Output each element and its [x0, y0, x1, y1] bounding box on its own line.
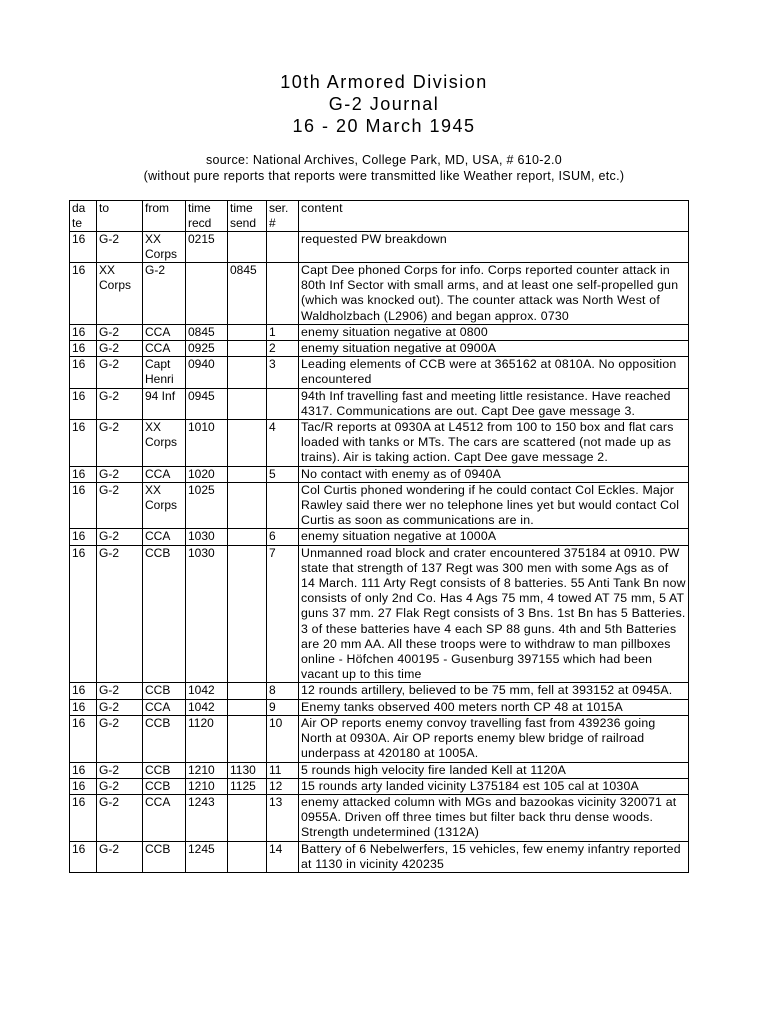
cell-time-send	[228, 699, 267, 715]
cell-ser	[267, 263, 299, 325]
cell-time-send	[228, 420, 267, 467]
table-row	[70, 263, 689, 325]
table-row	[70, 420, 689, 467]
cell-date: 16	[70, 841, 97, 872]
cell-from: CCA	[143, 466, 186, 482]
cell-to: G-2	[97, 762, 143, 778]
cell-time-recd: 1210	[186, 762, 228, 778]
cell-time-recd: 0845	[186, 324, 228, 340]
cell-from: CCB	[143, 762, 186, 778]
cell-to: G-2	[97, 699, 143, 715]
cell-date: 16	[70, 794, 97, 841]
cell-time-recd: 0940	[186, 357, 228, 388]
cell-ser	[267, 232, 299, 263]
cell-content: Enemy tanks observed 400 meters north CP 48 at 1015A	[299, 699, 689, 715]
cell-time-send	[228, 715, 267, 762]
cell-ser: 10	[267, 715, 299, 762]
cell-to: G-2	[97, 232, 143, 263]
cell-time-recd: 0945	[186, 388, 228, 419]
cell-time-send	[228, 357, 267, 388]
source-line: source: National Archives, College Park, MD, USA, # 610-2.0	[205, 153, 563, 167]
cell-content: Leading elements of CCB were at 365162 at 0810A. No opposition encountered	[299, 357, 689, 388]
cell-from: XX Corps	[143, 420, 186, 467]
cell-time-recd: 1030	[186, 545, 228, 683]
table-row	[70, 778, 689, 794]
cell-to: G-2	[97, 794, 143, 841]
cell-from: CCA	[143, 699, 186, 715]
cell-ser: 12	[267, 778, 299, 794]
table-row	[70, 466, 689, 482]
cell-from: CCB	[143, 715, 186, 762]
cell-content: Tac/R reports at 0930A at L4512 from 100 to 150 box and flat cars loaded with tanks or MTs. The cars are scattered (not made up as trains). Air is taking action. Capt Dee gave message 2.	[299, 420, 689, 467]
cell-to: XX Corps	[97, 263, 143, 325]
cell-time-recd: 1120	[186, 715, 228, 762]
cell-ser	[267, 388, 299, 419]
cell-content: Unmanned road block and crater encountered 375184 at 0910. PW state that strength of 137 Regt was 300 men with some Ags as of 14 March. 111 Arty Regt consists of 8 batteries. 55 Anti Tank Bn now consists of only 2nd Co. Has 4 Ags 75 mm, 4 towed AT 75 mm, 5 AT guns 37 mm. 27 Flak Regt consists of 3 Bns. 1st Bn has 5 Batteries. 3 of these batteries have 4 each SP 88 guns. 4th and 5th Batteries are 20 mm AA. All these troops were to withdraw to man pillboxes online - Höfchen 400195 - Gusenburg 397155 which had been vacant up to this time	[299, 545, 689, 683]
cell-ser: 6	[267, 529, 299, 545]
cell-time-recd: 1243	[186, 794, 228, 841]
cell-time-send	[228, 545, 267, 683]
cell-to: G-2	[97, 545, 143, 683]
cell-to: G-2	[97, 420, 143, 467]
cell-ser: 11	[267, 762, 299, 778]
cell-content: enemy attacked column with MGs and bazookas vicinity 320071 at 0955A. Driven off three times but filter back thru dense woods. Strength undetermined (1312A)	[299, 794, 689, 841]
cell-to: G-2	[97, 482, 143, 529]
table-row	[70, 324, 689, 340]
table-row	[70, 545, 689, 683]
cell-time-recd: 1042	[186, 683, 228, 699]
cell-time-send	[228, 841, 267, 872]
cell-from: CCA	[143, 341, 186, 357]
cell-date: 16	[70, 529, 97, 545]
cell-content: requested PW breakdown	[299, 232, 689, 263]
cell-time-recd: 1030	[186, 529, 228, 545]
cell-date: 16	[70, 341, 97, 357]
cell-time-recd: 1042	[186, 699, 228, 715]
cell-ser: 3	[267, 357, 299, 388]
cell-from: CCB	[143, 778, 186, 794]
cell-time-recd	[186, 263, 228, 325]
cell-time-recd: 1010	[186, 420, 228, 467]
cell-from: G-2	[143, 263, 186, 325]
cell-content: 94th Inf travelling fast and meeting little resistance. Have reached 4317. Communications are out. Capt Dee gave message 3.	[299, 388, 689, 419]
cell-from: CCA	[143, 529, 186, 545]
cell-content: enemy situation negative at 0800	[299, 324, 689, 340]
cell-time-send: 1130	[228, 762, 267, 778]
header-from: from	[143, 201, 186, 232]
table-row	[70, 762, 689, 778]
cell-content: Battery of 6 Nebelwerfers, 15 vehicles, few enemy infantry reported at 1130 in vicinity 420235	[299, 841, 689, 872]
cell-time-send	[228, 232, 267, 263]
cell-date: 16	[70, 466, 97, 482]
cell-ser: 7	[267, 545, 299, 683]
cell-content: 5 rounds high velocity fire landed Kell at 1120A	[299, 762, 689, 778]
header-ser: ser. #	[267, 201, 299, 232]
cell-from: XX Corps	[143, 232, 186, 263]
table-row	[70, 715, 689, 762]
cell-ser: 8	[267, 683, 299, 699]
table-row	[70, 529, 689, 545]
cell-date: 16	[70, 324, 97, 340]
header-time-send: time send	[228, 201, 267, 232]
cell-time-send	[228, 794, 267, 841]
cell-content: Air OP reports enemy convoy travelling fast from 439236 going North at 0930A. Air OP reports enemy blew bridge of railroad underpass at 420180 at 1005A.	[299, 715, 689, 762]
cell-date: 16	[70, 699, 97, 715]
journal-body	[70, 232, 689, 873]
cell-date: 16	[70, 232, 97, 263]
cell-ser: 1	[267, 324, 299, 340]
cell-content: 15 rounds arty landed vicinity L375184 est 105 cal at 1030A	[299, 778, 689, 794]
cell-ser: 14	[267, 841, 299, 872]
table-row	[70, 232, 689, 263]
cell-content: enemy situation negative at 0900A	[299, 341, 689, 357]
cell-time-send	[228, 529, 267, 545]
cell-time-recd: 0925	[186, 341, 228, 357]
cell-to: G-2	[97, 715, 143, 762]
cell-time-send: 1125	[228, 778, 267, 794]
cell-time-send	[228, 388, 267, 419]
header-time-recd: time recd	[186, 201, 228, 232]
cell-to: G-2	[97, 529, 143, 545]
cell-time-recd: 0215	[186, 232, 228, 263]
cell-date: 16	[70, 420, 97, 467]
cell-time-send	[228, 324, 267, 340]
table-row	[70, 699, 689, 715]
cell-ser: 13	[267, 794, 299, 841]
cell-date: 16	[70, 545, 97, 683]
document-subtitle: G-2 Journal	[328, 94, 440, 114]
cell-time-recd: 1210	[186, 778, 228, 794]
header-date: da te	[70, 201, 97, 232]
cell-from: CCA	[143, 794, 186, 841]
table-row	[70, 357, 689, 388]
cell-date: 16	[70, 683, 97, 699]
header-content: content	[299, 201, 689, 232]
table-row	[70, 794, 689, 841]
cell-from: CCB	[143, 545, 186, 683]
cell-time-recd: 1020	[186, 466, 228, 482]
cell-from: CCB	[143, 683, 186, 699]
document-title: 10th Armored Division	[280, 72, 488, 92]
cell-to: G-2	[97, 341, 143, 357]
cell-ser: 2	[267, 341, 299, 357]
cell-content: No contact with enemy as of 0940A	[299, 466, 689, 482]
cell-date: 16	[70, 715, 97, 762]
cell-to: G-2	[97, 778, 143, 794]
table-row	[70, 841, 689, 872]
cell-time-send: 0845	[228, 263, 267, 325]
cell-ser	[267, 482, 299, 529]
table-row	[70, 482, 689, 529]
table-row	[70, 388, 689, 419]
cell-content: enemy situation negative at 1000A	[299, 529, 689, 545]
cell-time-recd: 1245	[186, 841, 228, 872]
cell-date: 16	[70, 357, 97, 388]
cell-time-send	[228, 341, 267, 357]
cell-from: CCA	[143, 324, 186, 340]
cell-from: Capt Henri	[143, 357, 186, 388]
cell-to: G-2	[97, 841, 143, 872]
cell-to: G-2	[97, 357, 143, 388]
cell-from: 94 Inf	[143, 388, 186, 419]
cell-to: G-2	[97, 388, 143, 419]
cell-time-recd: 1025	[186, 482, 228, 529]
header-to: to	[97, 201, 143, 232]
cell-date: 16	[70, 778, 97, 794]
source-note: (without pure reports that reports were transmitted like Weather report, ISUM, etc.)	[143, 169, 625, 183]
cell-to: G-2	[97, 683, 143, 699]
cell-to: G-2	[97, 466, 143, 482]
cell-time-send	[228, 482, 267, 529]
cell-ser: 4	[267, 420, 299, 467]
cell-from: CCB	[143, 841, 186, 872]
cell-date: 16	[70, 263, 97, 325]
cell-date: 16	[70, 388, 97, 419]
cell-content: Col Curtis phoned wondering if he could contact Col Eckles. Major Rawley said there wer no telephone lines yet but would contact Col Curtis as soon as communications are in.	[299, 482, 689, 529]
cell-date: 16	[70, 762, 97, 778]
cell-time-send	[228, 683, 267, 699]
cell-content: Capt Dee phoned Corps for info. Corps reported counter attack in 80th Inf Sector with small arms, and at least one self-propelled gun (which was knocked out). The counter attack was North West of Waldholzbach (L2906) and began approx. 0730	[299, 263, 689, 325]
journal-table	[69, 200, 689, 873]
cell-ser: 5	[267, 466, 299, 482]
table-row	[70, 341, 689, 357]
cell-date: 16	[70, 482, 97, 529]
cell-content: 12 rounds artillery, believed to be 75 mm, fell at 393152 at 0945A.	[299, 683, 689, 699]
document-date-range: 16 - 20 March 1945	[292, 116, 476, 136]
cell-time-send	[228, 466, 267, 482]
table-header-row	[70, 201, 689, 232]
cell-ser: 9	[267, 699, 299, 715]
table-row	[70, 683, 689, 699]
cell-from: XX Corps	[143, 482, 186, 529]
cell-to: G-2	[97, 324, 143, 340]
